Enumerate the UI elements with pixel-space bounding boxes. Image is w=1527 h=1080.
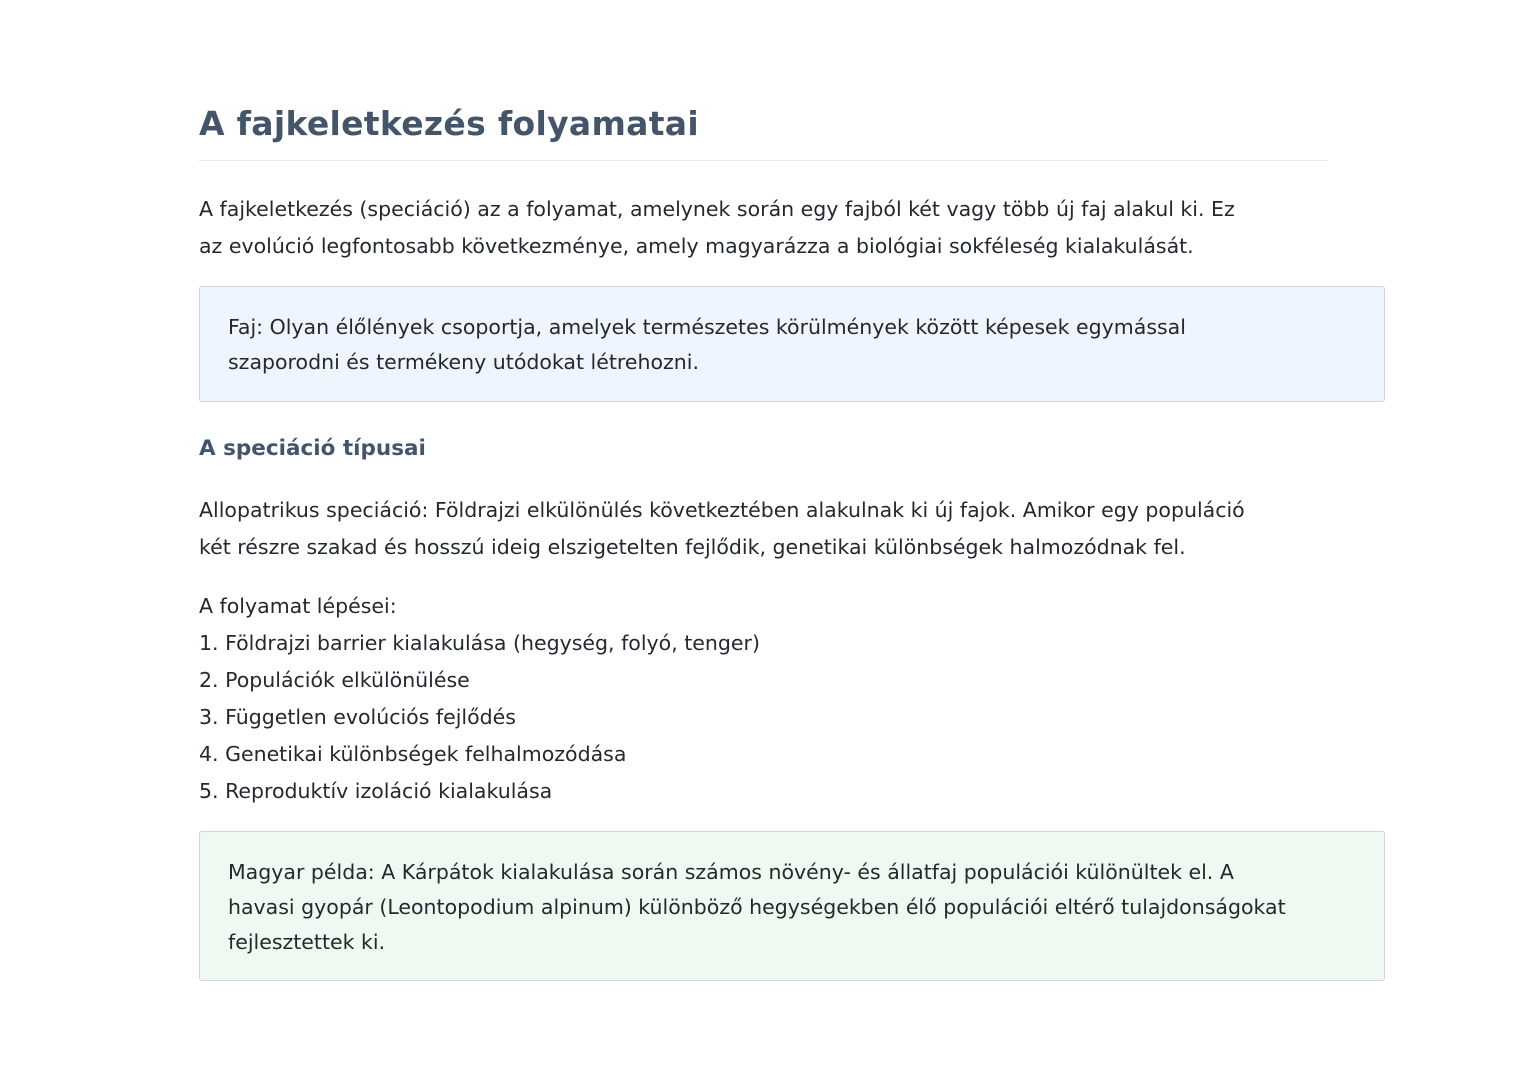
intro-line: A fajkeletkezés (speciáció) az a folyamat, amelynek során egy fajból két vagy több új faj alakul ki. Ez bbox=[199, 197, 1235, 221]
allopatric-line: két részre szakad és hosszú ideig elszigetelten fejlődik, genetikai különbségek halmozódnak fel. bbox=[199, 535, 1186, 559]
allopatric-paragraph bbox=[199, 492, 1245, 566]
allopatric-line: Allopatrikus speciáció: Földrajzi elkülönülés következtében alakulnak ki új fajok. Amikor egy populáció bbox=[199, 498, 1245, 522]
page-title: A fajkeletkezés folyamatai bbox=[199, 104, 699, 143]
intro-paragraph bbox=[199, 191, 1235, 265]
list-item: 5. Reproduktív izoláció kialakulása bbox=[199, 779, 553, 803]
example-line: Magyar példa: A Kárpátok kialakulása során számos növény- és állatfaj populációi különültek el. A bbox=[228, 860, 1234, 884]
example-line: havasi gyopár (Leontopodium alpinum) különböző hegységekben élő populációi eltérő tulajdonságokat bbox=[228, 895, 1286, 919]
list-item: 1. Földrajzi barrier kialakulása (hegység, folyó, tenger) bbox=[199, 631, 760, 655]
list-item: 2. Populációk elkülönülése bbox=[199, 668, 470, 692]
list-item: 3. Független evolúciós fejlődés bbox=[199, 705, 516, 729]
steps-list bbox=[199, 588, 760, 810]
title-divider bbox=[199, 160, 1328, 161]
definition-box bbox=[199, 286, 1385, 402]
definition-line: szaporodni és termékeny utódokat létrehozni. bbox=[228, 350, 699, 374]
section-heading: A speciáció típusai bbox=[199, 436, 426, 461]
intro-line: az evolúció legfontosabb következménye, amely magyarázza a biológiai sokféleség kialakulását. bbox=[199, 234, 1194, 258]
example-box bbox=[199, 831, 1385, 981]
definition-line: Faj: Olyan élőlények csoportja, amelyek természetes körülmények között képesek egymással bbox=[228, 315, 1186, 339]
example-line: fejlesztettek ki. bbox=[228, 930, 386, 954]
list-item: 4. Genetikai különbségek felhalmozódása bbox=[199, 742, 627, 766]
steps-intro: A folyamat lépései: bbox=[199, 594, 397, 618]
